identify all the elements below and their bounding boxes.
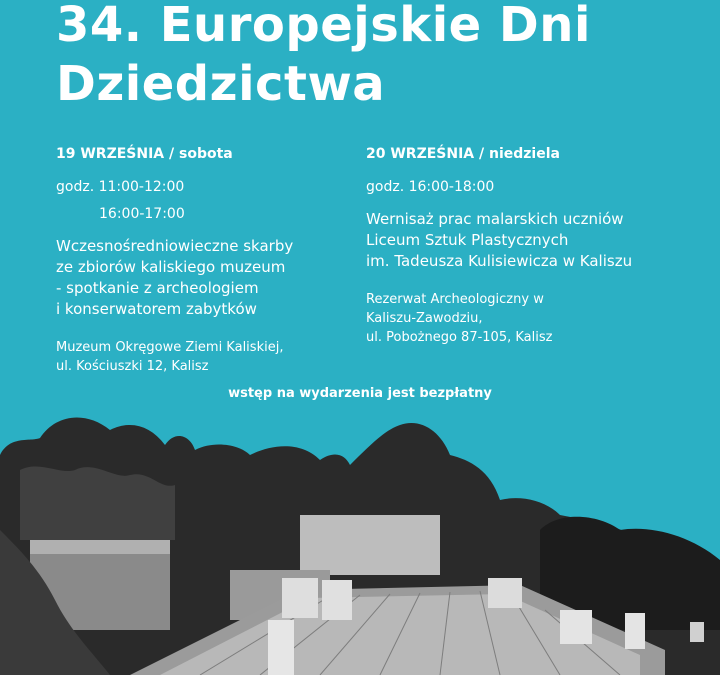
chimney	[282, 578, 318, 618]
venue-line: ul. Pobożnego 87-105, Kalisz	[366, 330, 553, 345]
event-venue-2	[366, 290, 706, 347]
venue-line: ul. Kościuszki 12, Kalisz	[56, 359, 209, 374]
event-description-2	[366, 209, 706, 272]
title-line-2: Dziedzictwa	[56, 56, 386, 112]
event-venue-1	[56, 338, 356, 376]
venue-line: Rezerwat Archeologiczny w	[366, 292, 544, 307]
chimney	[625, 613, 645, 649]
event-day-1	[56, 146, 356, 376]
town-photo	[0, 400, 720, 675]
venue-line: Muzeum Okręgowe Ziemi Kaliskiej,	[56, 340, 284, 355]
free-entry-note: wstęp na wydarzenia jest bezpłatny	[228, 386, 492, 401]
event-description-1	[56, 236, 356, 320]
chimney	[488, 578, 522, 608]
chimney	[268, 620, 294, 675]
event-hours-1a: godz. 11:00-12:00	[56, 179, 185, 195]
description-line: Wczesnośredniowieczne skarby	[56, 237, 294, 255]
chimney	[690, 622, 704, 642]
description-line: i konserwatorem zabytków	[56, 300, 257, 318]
event-date-1: 19 WRZEŚNIA / sobota	[56, 146, 233, 162]
description-line: ze zbiorów kaliskiego muzeum	[56, 258, 286, 276]
event-day-2	[366, 146, 706, 347]
venue-line: Kaliszu-Zawodziu,	[366, 311, 483, 326]
building-left-roof	[30, 540, 170, 554]
building-mid	[300, 515, 440, 575]
description-line: - spotkanie z archeologiem	[56, 279, 259, 297]
page-title	[56, 0, 591, 114]
description-line: im. Tadeusza Kulisiewicza w Kaliszu	[366, 252, 633, 270]
description-line: Liceum Sztuk Plastycznych	[366, 231, 569, 249]
chimney	[322, 580, 352, 620]
event-hours-2: godz. 16:00-18:00	[366, 179, 495, 195]
event-date-2: 20 WRZEŚNIA / niedziela	[366, 146, 560, 162]
title-line-1: 34. Europejskie Dni	[56, 0, 591, 53]
chimney	[560, 610, 592, 644]
description-line: Wernisaż prac malarskich uczniów	[366, 210, 624, 228]
event-hours-1b: 16:00-17:00	[99, 206, 185, 222]
